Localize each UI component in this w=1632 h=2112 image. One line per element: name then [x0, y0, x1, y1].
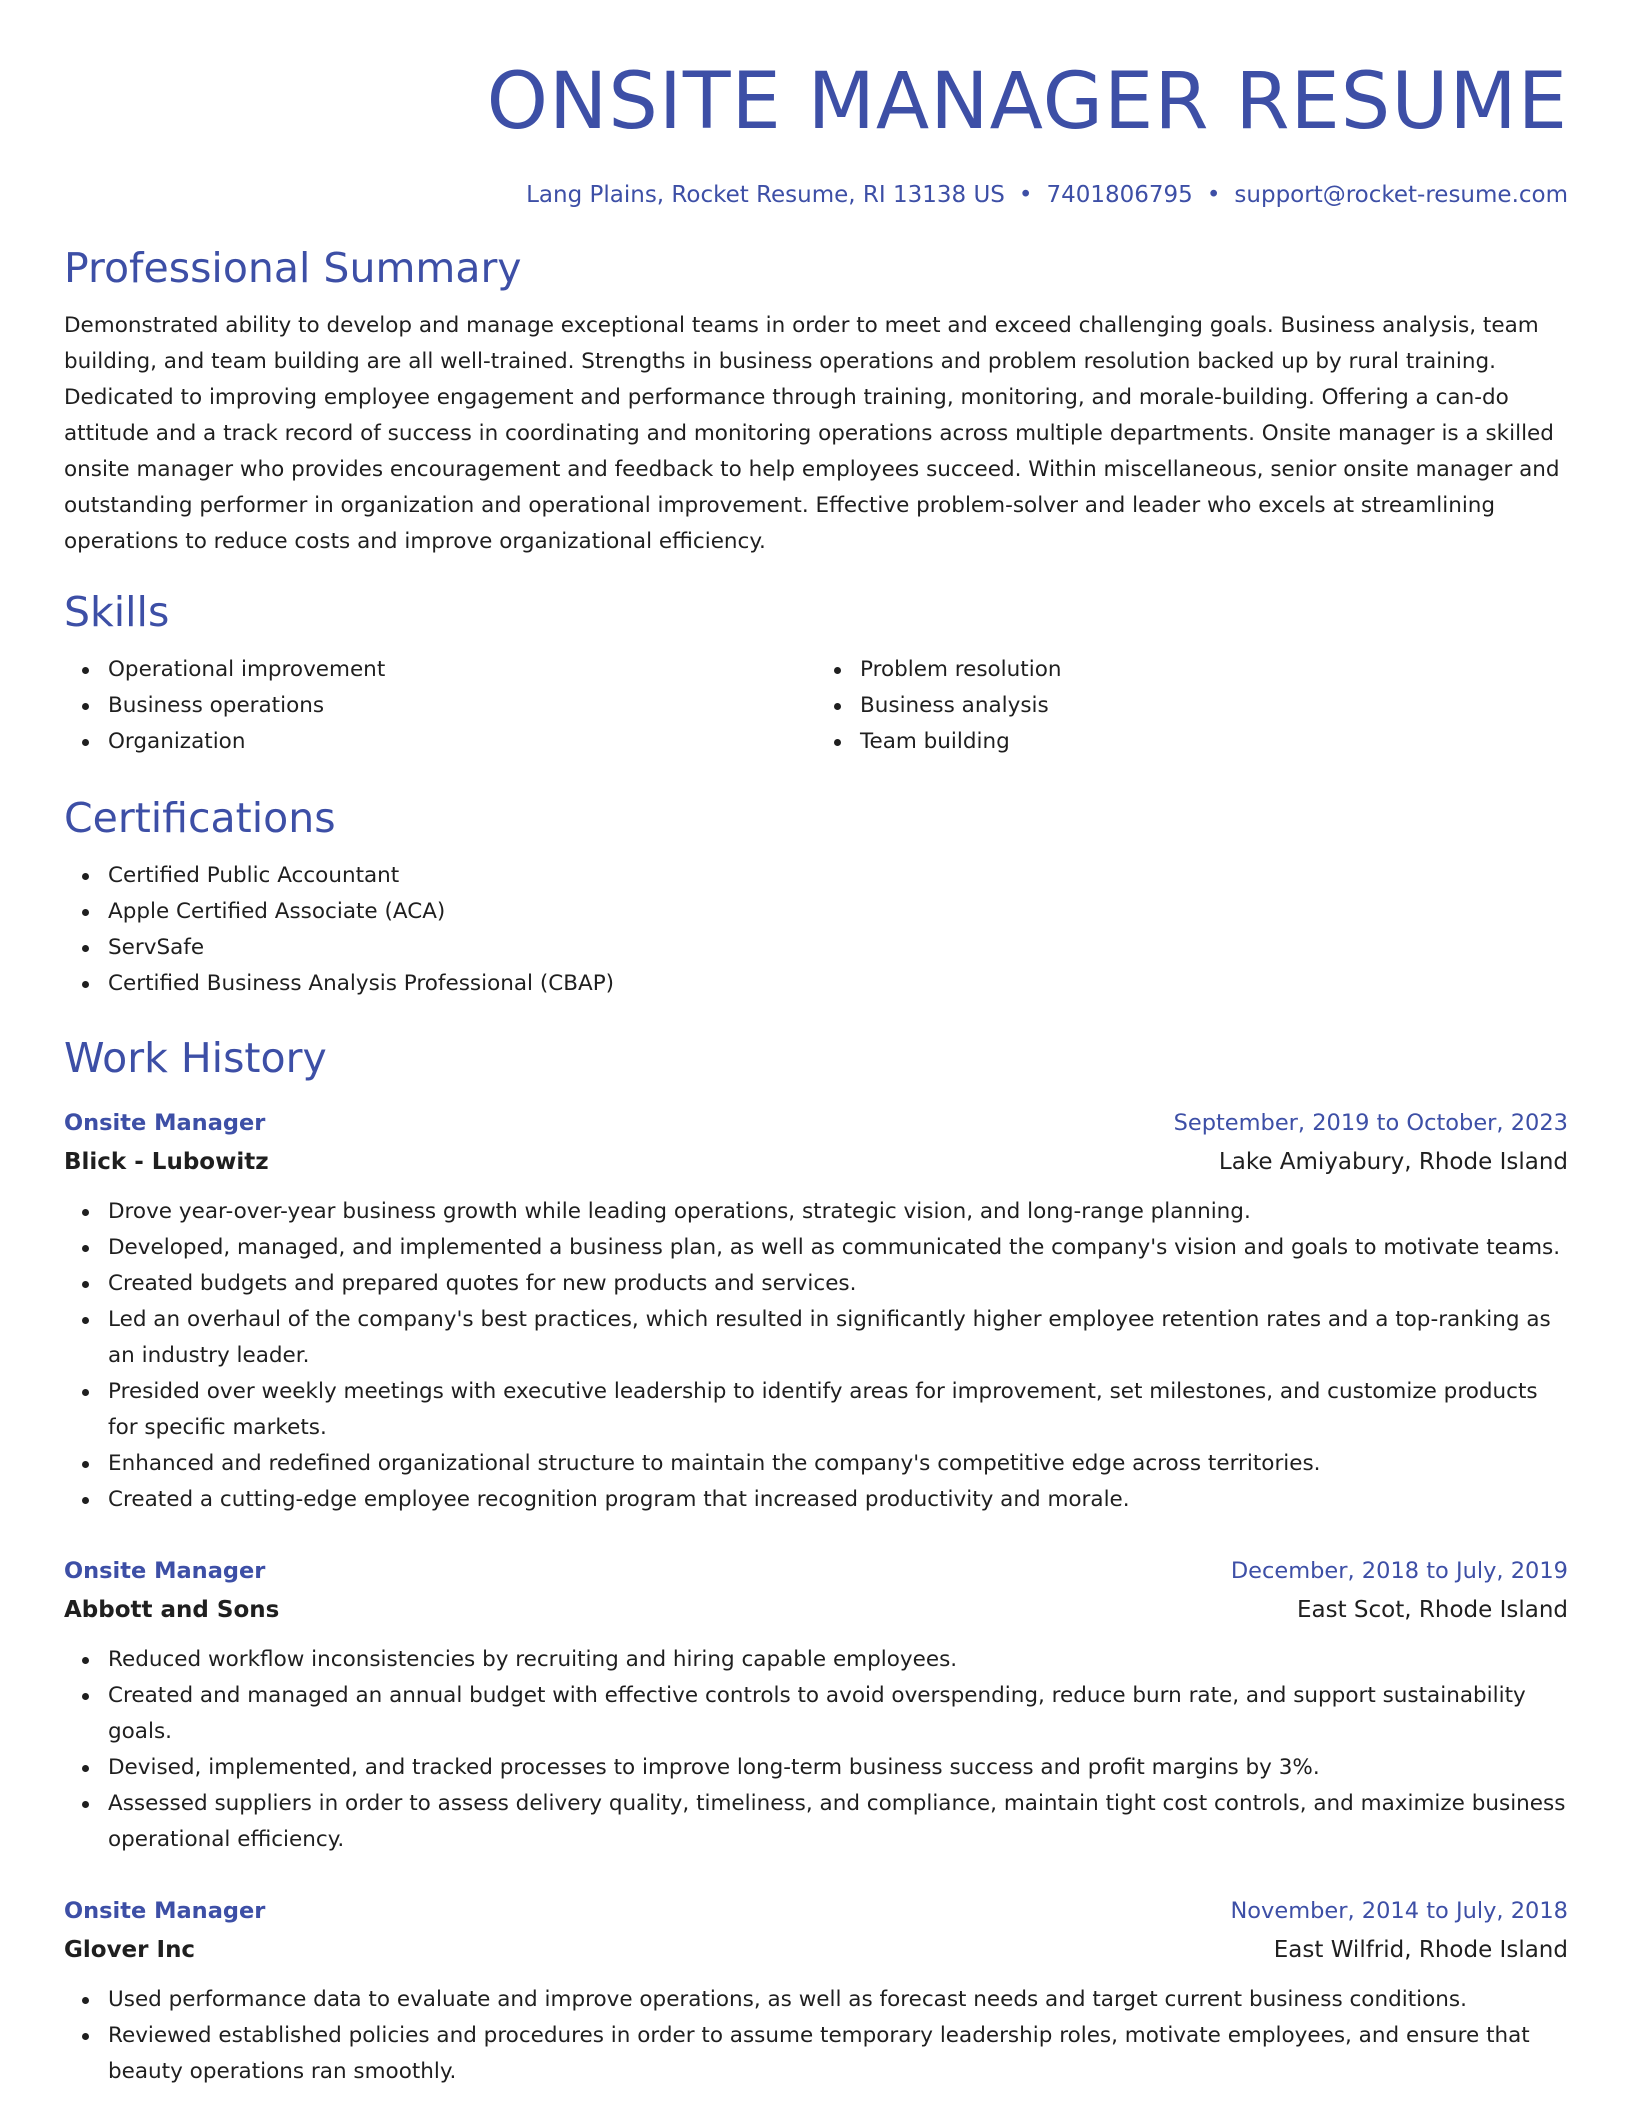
job-bullet: Enhanced and redefined organizational structure to maintain the company's competitive edge across territories.: [108, 1446, 1568, 1482]
certification-item: ServSafe: [108, 930, 1568, 966]
skills-list-right: [816, 652, 1568, 760]
skills-heading: Skills: [64, 588, 170, 636]
job-bullet: Created budgets and prepared quotes for new products and services.: [108, 1266, 1568, 1302]
certification-item: Certified Public Accountant: [108, 858, 1568, 894]
skill-item: Problem resolution: [860, 652, 1568, 688]
job-bullet: Reduced workflow inconsistencies by recruiting and hiring capable employees.: [108, 1642, 1568, 1678]
job-bullet: Created a cutting-edge employee recognition program that increased productivity and morale.: [108, 1482, 1568, 1518]
job-location: East Wilfrid, Rhode Island: [1273, 1937, 1568, 1963]
skill-item: Team building: [860, 724, 1568, 760]
job-dates: December, 2018 to July, 2019: [1230, 1558, 1568, 1584]
job-entry: [64, 1892, 1568, 2090]
job-bullets: [64, 1982, 1568, 2090]
job-header-row: [64, 1104, 1568, 1142]
job-bullets: [64, 1642, 1568, 1858]
job-bullet: Assessed suppliers in order to assess delivery quality, timeliness, and compliance, maintain tight cost controls, and maximize business operational efficiency.: [108, 1786, 1568, 1858]
skill-item: Business operations: [108, 688, 816, 724]
job-bullet: Created and managed an annual budget with effective controls to avoid overspending, reduce burn rate, and support sustainability goals.: [108, 1678, 1568, 1750]
certifications-heading: Certifications: [64, 794, 336, 842]
job-company: Blick - Lubowitz: [64, 1149, 269, 1175]
skill-item: Operational improvement: [108, 652, 816, 688]
certification-item: Apple Certified Associate (ACA): [108, 894, 1568, 930]
job-dates: November, 2014 to July, 2018: [1230, 1898, 1568, 1924]
job-company-row: [64, 1590, 1568, 1630]
resume-header: [64, 0, 1568, 210]
job-entry: [64, 1104, 1568, 1518]
summary-text: Demonstrated ability to develop and manage exceptional teams in order to meet and exceed challenging goals. Business analysis, team building, and team building are all well-trained. Strengths in business operations and problem resolution backed up by rural training. Dedicated to improving employee engagement and performance through training, monitoring, and morale-building. Offering a can-do attitude and a track record of success in coordinating and monitoring operations across multiple departments. Onsite manager is a skilled onsite manager who provides encouragement and feedback to help employees succeed. Within miscellaneous, senior onsite manager and outstanding performer in organization and operational improvement. Effective problem-solver and leader who excels at streamlining operations to reduce costs and improve organizational efficiency.: [64, 313, 1560, 554]
contact-phone: 7401806795: [1046, 182, 1193, 208]
job-bullet: Developed, managed, and implemented a business plan, as well as communicated the company's vision and goals to motivate teams.: [108, 1230, 1568, 1266]
job-entry: [64, 1552, 1568, 1858]
contact-line: [64, 180, 1568, 210]
job-title: Onsite Manager: [64, 1110, 266, 1136]
contact-separator: •: [1018, 182, 1033, 208]
summary-heading: Professional Summary: [64, 244, 522, 292]
certifications-list: [64, 858, 1568, 1002]
work-history-heading: Work History: [64, 1034, 327, 1082]
job-dates: September, 2019 to October, 2023: [1173, 1110, 1568, 1136]
skill-item: Business analysis: [860, 688, 1568, 724]
job-bullet: Presided over weekly meetings with executive leadership to identify areas for improvement, set milestones, and customize products for specific markets.: [108, 1374, 1568, 1446]
contact-separator: •: [1206, 182, 1221, 208]
job-company: Glover Inc: [64, 1937, 196, 1963]
job-company-row: [64, 1142, 1568, 1182]
job-bullet: Drove year-over-year business growth while leading operations, strategic vision, and long-range planning.: [108, 1194, 1568, 1230]
skill-item: Organization: [108, 724, 816, 760]
job-company-row: [64, 1930, 1568, 1970]
job-header-row: [64, 1552, 1568, 1590]
job-location: Lake Amiyabury, Rhode Island: [1218, 1149, 1568, 1175]
job-title: Onsite Manager: [64, 1558, 266, 1584]
resume-page: [64, 0, 1568, 2090]
skills-columns: [64, 652, 1568, 760]
job-title: Onsite Manager: [64, 1898, 266, 1924]
resume-title: ONSITE MANAGER RESUME: [486, 57, 1568, 147]
job-header-row: [64, 1892, 1568, 1930]
skills-list-left: [64, 652, 816, 760]
certification-item: Certified Business Analysis Professional (CBAP): [108, 966, 1568, 1002]
job-bullet: Reviewed established policies and procedures in order to assume temporary leadership roles, motivate employees, and ensure that beauty operations ran smoothly.: [108, 2018, 1568, 2090]
contact-address: Lang Plains, Rocket Resume, RI 13138 US: [526, 182, 1005, 208]
job-bullet: Devised, implemented, and tracked processes to improve long-term business success and profit margins by 3%.: [108, 1750, 1568, 1786]
job-bullet: Used performance data to evaluate and improve operations, as well as forecast needs and target current business conditions.: [108, 1982, 1568, 2018]
job-location: East Scot, Rhode Island: [1296, 1597, 1568, 1623]
job-company: Abbott and Sons: [64, 1597, 280, 1623]
contact-email: support@rocket-resume.com: [1234, 182, 1568, 208]
job-bullets: [64, 1194, 1568, 1518]
job-bullet: Led an overhaul of the company's best practices, which resulted in significantly higher employee retention rates and a top-ranking as an industry leader.: [108, 1302, 1568, 1374]
